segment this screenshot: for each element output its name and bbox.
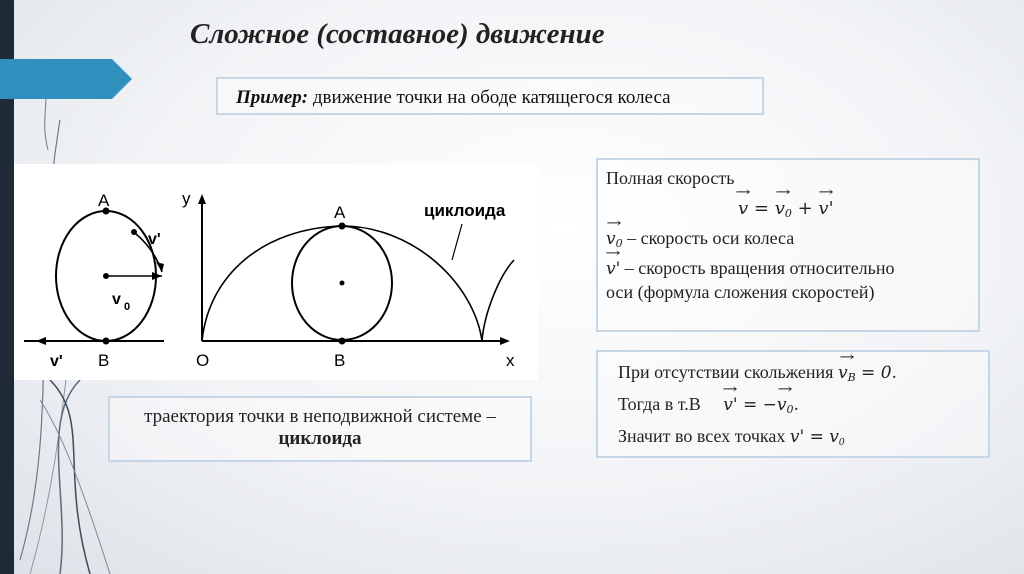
caption-box xyxy=(108,396,532,462)
x-axis-arrowhead xyxy=(500,337,510,345)
page-title: Сложное (составное) движение xyxy=(190,18,605,50)
left-label-b: B xyxy=(98,351,110,370)
slip-line-1-text: При отсутствии скольжения xyxy=(618,362,838,382)
v-prime-bottom-arrowhead xyxy=(36,337,46,345)
cycloid-wheel-center xyxy=(340,281,345,286)
formula-v0-sym: v xyxy=(774,198,785,219)
slip-v0 xyxy=(777,395,794,416)
cycloid-point-a-dot xyxy=(339,223,346,230)
formula-vp: → v' xyxy=(818,198,833,219)
caption-line-2: циклоида xyxy=(278,428,362,449)
title-arrow-tab xyxy=(0,59,132,99)
cycloid-leader-line xyxy=(452,224,462,260)
slip-v0-sub: 0 xyxy=(786,403,794,416)
slip-line-1-end: = 0. xyxy=(855,363,897,383)
no-slip-box xyxy=(596,350,990,458)
slip-line-2-end: . xyxy=(793,395,799,415)
point-b-dot xyxy=(103,338,110,345)
v0-description: – скорость оси колеса xyxy=(622,228,795,248)
example-box xyxy=(216,77,764,115)
formula-plus: + xyxy=(791,198,819,219)
slip-vp: → v' xyxy=(723,395,737,415)
right-label-o: O xyxy=(196,351,210,370)
slip-line-2-text: Тогда в т.В xyxy=(618,394,701,414)
left-label-v0: v xyxy=(112,291,121,308)
caption-line-1: траектория точки в неподвижной системе – xyxy=(144,406,496,427)
right-label-b: B xyxy=(334,351,346,370)
example-label: Пример: xyxy=(236,87,309,108)
left-label-v0-sub: 0 xyxy=(124,301,131,313)
formula-v0-sub: 0 xyxy=(784,207,792,220)
v0-sub: 0 xyxy=(615,237,623,250)
slip-vb xyxy=(838,363,856,384)
velocity-formula xyxy=(738,198,834,220)
slip-vb-sub: B xyxy=(847,371,856,384)
slip-line-3-text: Значит во всех точках xyxy=(618,426,790,446)
v0-arrowhead xyxy=(152,272,162,280)
left-label-a: A xyxy=(98,191,110,210)
right-label-cycloid: циклоида xyxy=(424,201,506,220)
left-label-v-prime: v' xyxy=(148,231,161,248)
vp-description-2: оси (формула сложения скоростей) xyxy=(606,282,875,302)
left-label-v-prime-bottom: v' xyxy=(50,353,63,370)
v-prime-arrowhead xyxy=(156,262,164,272)
slip-line-2-eq: = − xyxy=(737,395,777,415)
formula-v0 xyxy=(775,198,792,220)
v0-definition xyxy=(606,228,794,250)
vp-symbol: → v' xyxy=(606,259,620,279)
right-label-x: x xyxy=(506,351,515,370)
slip-line-3-math: v' = v xyxy=(789,427,839,447)
wheel-cycloid-figure xyxy=(14,164,538,380)
slip-line-1 xyxy=(618,362,897,384)
slip-line-2 xyxy=(618,394,799,416)
v0-sym: v xyxy=(606,229,616,249)
slip-v0-sym: v xyxy=(776,395,787,415)
formula-eq: = xyxy=(748,198,775,219)
velocity-heading: Полная скорость xyxy=(606,168,735,188)
slip-line-3 xyxy=(618,426,844,448)
velocity-box xyxy=(596,158,980,332)
formula-v: → v xyxy=(738,198,748,219)
vp-description: – скорость вращения относительно xyxy=(620,258,895,278)
slip-vb-sym: v xyxy=(837,363,848,383)
example-text xyxy=(236,87,671,109)
y-axis-arrowhead xyxy=(198,194,206,204)
right-label-y: y xyxy=(182,189,191,208)
cycloid-next-arch xyxy=(482,260,514,341)
example-description: движение точки на ободе катящегося колеса xyxy=(308,87,671,108)
cycloid-point-b-dot xyxy=(339,338,346,345)
vp-definition xyxy=(606,258,895,279)
slip-line-3-sub: 0 xyxy=(838,436,845,448)
right-label-a: A xyxy=(334,203,346,222)
